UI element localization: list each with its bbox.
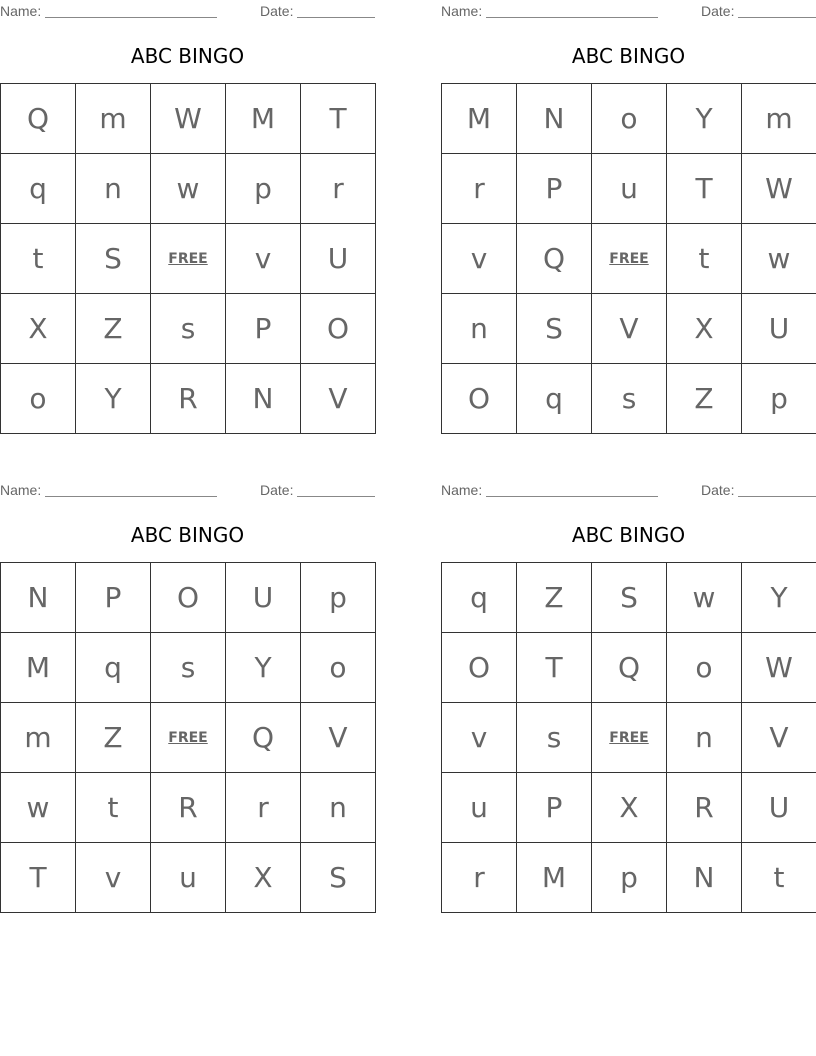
bingo-row bbox=[442, 84, 816, 154]
bingo-cell: V bbox=[301, 364, 376, 434]
bingo-cell: r bbox=[226, 773, 301, 843]
bingo-cell: Q bbox=[592, 633, 667, 703]
bingo-row bbox=[442, 563, 816, 633]
bingo-row bbox=[442, 773, 816, 843]
bingo-cell: X bbox=[667, 294, 742, 364]
bingo-cell: o bbox=[301, 633, 376, 703]
bingo-cell: m bbox=[1, 703, 76, 773]
bingo-cell: m bbox=[742, 84, 816, 154]
bingo-cell: V bbox=[742, 703, 816, 773]
bingo-cell: V bbox=[592, 294, 667, 364]
bingo-row bbox=[442, 633, 816, 703]
bingo-cell: r bbox=[301, 154, 376, 224]
bingo-grid bbox=[0, 83, 376, 434]
bingo-row bbox=[1, 224, 376, 294]
bingo-cell: w bbox=[151, 154, 226, 224]
bingo-card bbox=[441, 0, 816, 415]
card-title: ABC BINGO bbox=[130, 523, 245, 547]
bingo-cell: n bbox=[667, 703, 742, 773]
bingo-card bbox=[0, 479, 375, 894]
name-label: Name: bbox=[0, 3, 42, 19]
bingo-cell: w bbox=[742, 224, 816, 294]
bingo-cell: S bbox=[301, 843, 376, 913]
bingo-cell: R bbox=[151, 364, 226, 434]
bingo-grid bbox=[0, 562, 376, 913]
bingo-cell: Q bbox=[517, 224, 592, 294]
bingo-cell: T bbox=[667, 154, 742, 224]
bingo-cell: U bbox=[742, 773, 816, 843]
bingo-cell: X bbox=[226, 843, 301, 913]
bingo-cell: M bbox=[517, 843, 592, 913]
card-title: ABC BINGO bbox=[571, 44, 686, 68]
bingo-row bbox=[442, 224, 816, 294]
bingo-cell: S bbox=[517, 294, 592, 364]
bingo-cell: O bbox=[301, 294, 376, 364]
card-title: ABC BINGO bbox=[130, 44, 245, 68]
bingo-cell: q bbox=[76, 633, 151, 703]
bingo-cell: u bbox=[592, 154, 667, 224]
free-space-cell: FREE bbox=[151, 224, 226, 294]
bingo-row bbox=[1, 703, 376, 773]
bingo-cell: Q bbox=[1, 84, 76, 154]
name-blank-line bbox=[486, 17, 658, 18]
bingo-cell: Z bbox=[76, 703, 151, 773]
bingo-cell: U bbox=[742, 294, 816, 364]
bingo-cell: n bbox=[442, 294, 517, 364]
bingo-row bbox=[442, 154, 816, 224]
date-blank-line bbox=[738, 496, 816, 497]
bingo-cell: s bbox=[592, 364, 667, 434]
bingo-cell: U bbox=[226, 563, 301, 633]
bingo-cell: P bbox=[517, 154, 592, 224]
bingo-cell: s bbox=[151, 294, 226, 364]
bingo-cell: t bbox=[667, 224, 742, 294]
bingo-row bbox=[1, 294, 376, 364]
free-space-cell: FREE bbox=[592, 703, 667, 773]
bingo-cell: M bbox=[1, 633, 76, 703]
bingo-row bbox=[442, 294, 816, 364]
name-blank-line bbox=[45, 17, 217, 18]
bingo-cell: q bbox=[517, 364, 592, 434]
card-header bbox=[441, 479, 816, 501]
date-blank-line bbox=[297, 17, 375, 18]
bingo-cell: N bbox=[1, 563, 76, 633]
bingo-card bbox=[441, 479, 816, 894]
name-blank-line bbox=[486, 496, 658, 497]
bingo-cell: N bbox=[517, 84, 592, 154]
bingo-cell: N bbox=[226, 364, 301, 434]
bingo-grid bbox=[441, 562, 816, 913]
bingo-cell: t bbox=[76, 773, 151, 843]
card-header bbox=[0, 479, 375, 501]
free-space-cell: FREE bbox=[151, 703, 226, 773]
bingo-cell: M bbox=[442, 84, 517, 154]
date-label: Date: bbox=[260, 3, 294, 19]
name-label: Name: bbox=[0, 482, 42, 498]
card-header bbox=[441, 0, 816, 22]
bingo-cell: q bbox=[1, 154, 76, 224]
bingo-cell: w bbox=[667, 563, 742, 633]
bingo-cell: N bbox=[667, 843, 742, 913]
bingo-cell: s bbox=[517, 703, 592, 773]
bingo-cell: u bbox=[151, 843, 226, 913]
bingo-cell: P bbox=[226, 294, 301, 364]
bingo-cell: U bbox=[301, 224, 376, 294]
bingo-cell: p bbox=[226, 154, 301, 224]
bingo-cell: v bbox=[226, 224, 301, 294]
bingo-cell: n bbox=[76, 154, 151, 224]
bingo-card bbox=[0, 0, 375, 415]
bingo-cell: n bbox=[301, 773, 376, 843]
bingo-row bbox=[1, 84, 376, 154]
bingo-cell: o bbox=[1, 364, 76, 434]
bingo-cell: v bbox=[76, 843, 151, 913]
card-header bbox=[0, 0, 375, 22]
bingo-cell: u bbox=[442, 773, 517, 843]
bingo-cell: p bbox=[301, 563, 376, 633]
bingo-cell: t bbox=[1, 224, 76, 294]
bingo-cell: m bbox=[76, 84, 151, 154]
bingo-cell: R bbox=[667, 773, 742, 843]
bingo-cell: Z bbox=[667, 364, 742, 434]
bingo-cell: Y bbox=[742, 563, 816, 633]
bingo-cell: q bbox=[442, 563, 517, 633]
free-space-cell: FREE bbox=[592, 224, 667, 294]
bingo-cell: S bbox=[76, 224, 151, 294]
bingo-cell: O bbox=[442, 633, 517, 703]
bingo-cell: v bbox=[442, 703, 517, 773]
bingo-cell: X bbox=[1, 294, 76, 364]
bingo-cell: O bbox=[151, 563, 226, 633]
name-label: Name: bbox=[441, 3, 483, 19]
bingo-cell: w bbox=[1, 773, 76, 843]
bingo-cell: t bbox=[742, 843, 816, 913]
bingo-cell: p bbox=[592, 843, 667, 913]
bingo-row bbox=[1, 633, 376, 703]
bingo-cell: O bbox=[442, 364, 517, 434]
bingo-cell: P bbox=[517, 773, 592, 843]
bingo-cell: r bbox=[442, 154, 517, 224]
bingo-cell: v bbox=[442, 224, 517, 294]
bingo-cell: M bbox=[226, 84, 301, 154]
bingo-cell: W bbox=[742, 633, 816, 703]
date-blank-line bbox=[297, 496, 375, 497]
bingo-cell: r bbox=[442, 843, 517, 913]
bingo-cell: P bbox=[76, 563, 151, 633]
bingo-row bbox=[1, 563, 376, 633]
date-label: Date: bbox=[701, 482, 735, 498]
bingo-row bbox=[442, 364, 816, 434]
bingo-cell: o bbox=[667, 633, 742, 703]
bingo-cell: Y bbox=[667, 84, 742, 154]
bingo-cell: V bbox=[301, 703, 376, 773]
name-label: Name: bbox=[441, 482, 483, 498]
bingo-cell: Z bbox=[76, 294, 151, 364]
bingo-row bbox=[442, 843, 816, 913]
date-blank-line bbox=[738, 17, 816, 18]
bingo-row bbox=[1, 843, 376, 913]
bingo-grid bbox=[441, 83, 816, 434]
bingo-cell: Y bbox=[226, 633, 301, 703]
bingo-cell: T bbox=[301, 84, 376, 154]
bingo-cell: S bbox=[592, 563, 667, 633]
bingo-cell: R bbox=[151, 773, 226, 843]
bingo-cell: T bbox=[1, 843, 76, 913]
bingo-cell: Q bbox=[226, 703, 301, 773]
card-title: ABC BINGO bbox=[571, 523, 686, 547]
bingo-cell: X bbox=[592, 773, 667, 843]
bingo-cell: s bbox=[151, 633, 226, 703]
bingo-cell: Y bbox=[76, 364, 151, 434]
bingo-cell: W bbox=[742, 154, 816, 224]
bingo-cell: o bbox=[592, 84, 667, 154]
date-label: Date: bbox=[260, 482, 294, 498]
bingo-cell: W bbox=[151, 84, 226, 154]
bingo-row bbox=[442, 703, 816, 773]
name-blank-line bbox=[45, 496, 217, 497]
bingo-cell: Z bbox=[517, 563, 592, 633]
bingo-row bbox=[1, 773, 376, 843]
bingo-row bbox=[1, 154, 376, 224]
bingo-cell: p bbox=[742, 364, 816, 434]
date-label: Date: bbox=[701, 3, 735, 19]
bingo-cell: T bbox=[517, 633, 592, 703]
bingo-row bbox=[1, 364, 376, 434]
